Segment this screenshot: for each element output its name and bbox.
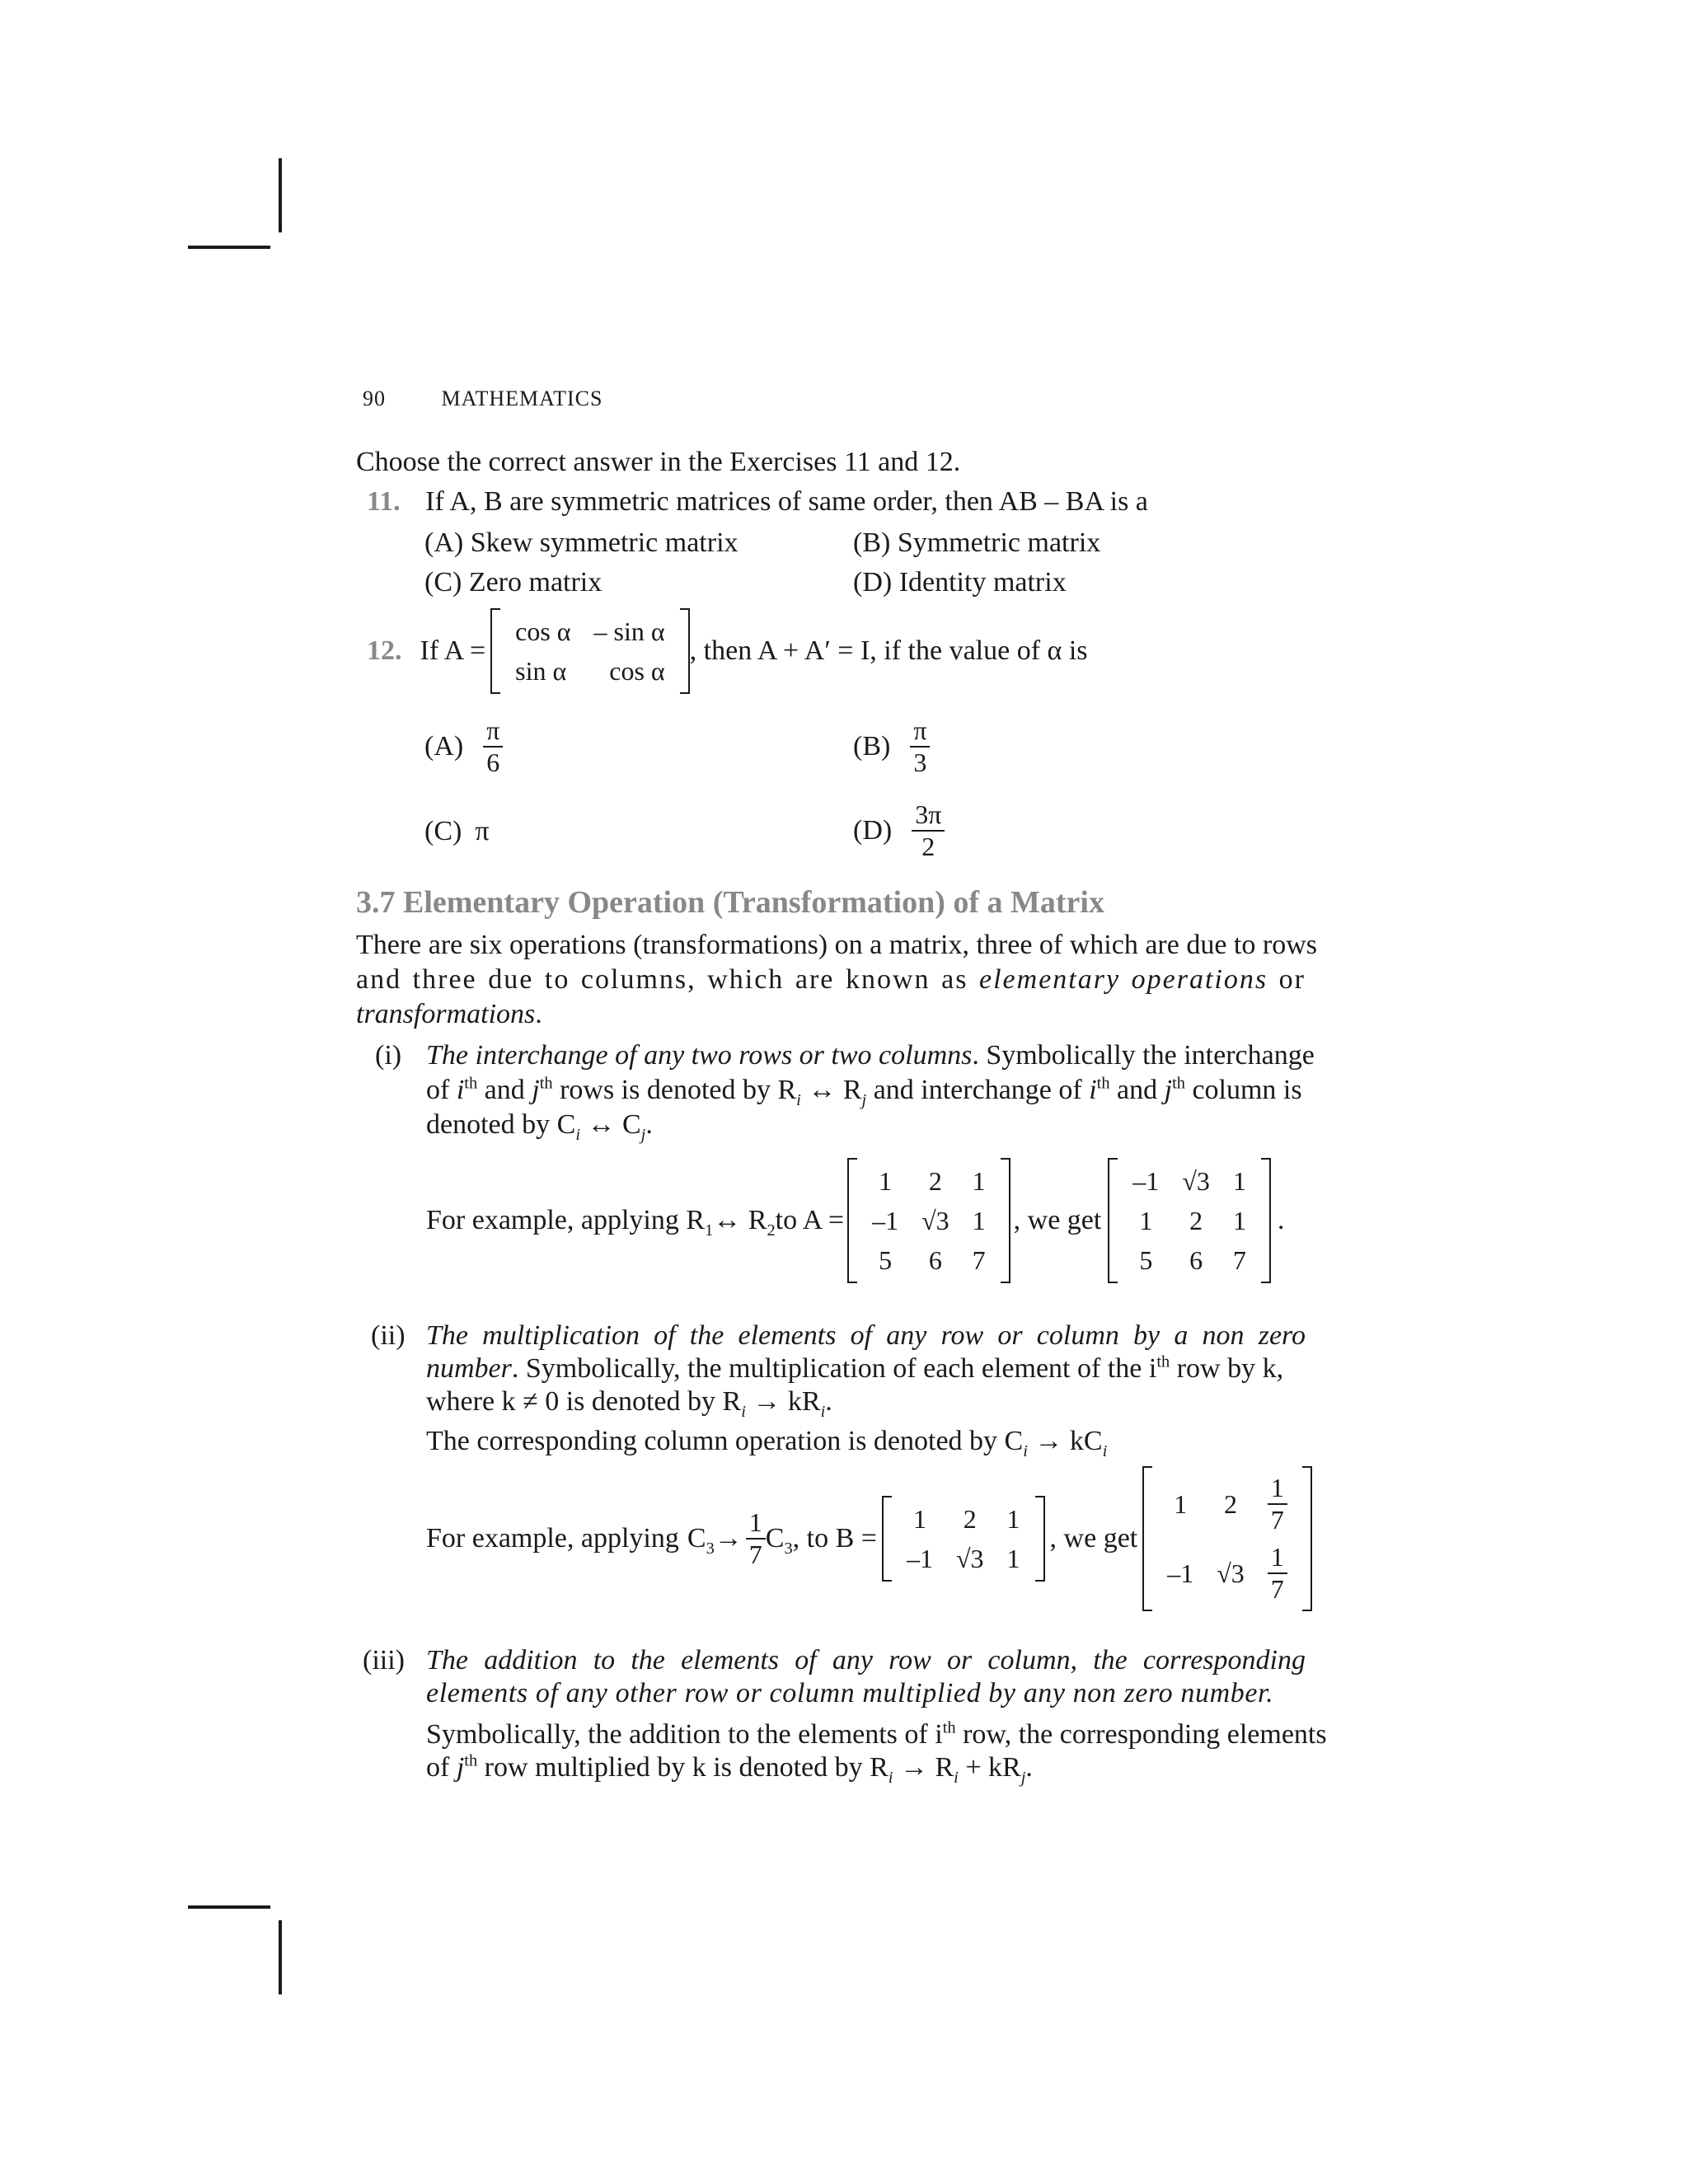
fraction bbox=[912, 799, 945, 862]
matrix-cell: cos α bbox=[609, 656, 665, 686]
text-run: denoted by C bbox=[426, 1109, 576, 1140]
text-run: column is bbox=[1184, 1075, 1302, 1105]
crop-mark-bottom-horizontal bbox=[188, 1905, 270, 1909]
text-run: and three due to columns, which are known as bbox=[356, 964, 980, 995]
matrix-b-example bbox=[882, 1496, 1045, 1582]
text-run: rows is denoted by R bbox=[552, 1075, 797, 1105]
text-run: ↔ R bbox=[800, 1075, 862, 1105]
question-prefix: If A = bbox=[420, 635, 486, 666]
matrix-cell: 1 bbox=[912, 1504, 926, 1534]
matrix-cell: – sin α bbox=[593, 616, 665, 646]
matrix-cell: √3 bbox=[1217, 1558, 1245, 1588]
subscript: j bbox=[861, 1090, 867, 1109]
denominator: 6 bbox=[486, 747, 500, 777]
text-run: . bbox=[1277, 1204, 1285, 1235]
option-label: (D) bbox=[853, 814, 893, 846]
matrix-cell: –1 bbox=[1167, 1558, 1194, 1588]
matrix-cell: 1 bbox=[972, 1206, 986, 1235]
italic-term: transformations bbox=[356, 999, 536, 1029]
crop-mark-top-vertical bbox=[279, 158, 282, 232]
item-ii-line-4 bbox=[426, 1424, 1107, 1462]
superscript: th bbox=[1172, 1074, 1185, 1093]
text-run: The corresponding column operation is denoted by C bbox=[426, 1426, 1024, 1456]
text-run: where k ≠ 0 is denoted by R bbox=[426, 1386, 742, 1417]
item-i-label: (i) bbox=[375, 1040, 402, 1071]
italic-term: elementary operations bbox=[979, 964, 1268, 995]
italic-text: number bbox=[426, 1353, 512, 1384]
section-title: 3.7 Elementary Operation (Transformation) of a Matrix bbox=[356, 885, 1104, 920]
crop-mark-bottom-vertical bbox=[279, 1920, 282, 1994]
section-paragraph-line-3 bbox=[356, 997, 542, 1033]
matrix-cell: –1 bbox=[906, 1544, 933, 1573]
text-run: row, the corresponding elements bbox=[955, 1719, 1327, 1750]
matrix-cell: √3 bbox=[1182, 1166, 1210, 1196]
subscript: i bbox=[1023, 1441, 1028, 1460]
text-run: , we get bbox=[1049, 1522, 1138, 1554]
item-ii-label: (ii) bbox=[371, 1320, 406, 1351]
matrix-cell: 2 bbox=[1224, 1489, 1238, 1520]
text-run: ↔ C bbox=[579, 1109, 641, 1140]
fraction bbox=[483, 715, 503, 778]
text-run: → bbox=[714, 1522, 743, 1554]
text-run: C bbox=[687, 1522, 706, 1554]
question-11 bbox=[367, 485, 1148, 520]
item-ii-line-3 bbox=[426, 1385, 832, 1422]
item-ii-line-2 bbox=[426, 1352, 1283, 1387]
page-header bbox=[363, 386, 603, 413]
superscript: th bbox=[1096, 1074, 1110, 1093]
denominator: 2 bbox=[921, 831, 935, 861]
matrix-cell: 1 bbox=[1139, 1206, 1153, 1235]
numerator: π bbox=[910, 715, 930, 748]
question-number: 11. bbox=[367, 486, 401, 517]
matrix-cell: –1 bbox=[872, 1206, 899, 1235]
question-number: 12. bbox=[367, 635, 402, 666]
matrix-cell-fraction bbox=[1256, 1469, 1299, 1539]
subscript: 1 bbox=[705, 1221, 714, 1240]
matrix-cell: 2 bbox=[1189, 1206, 1203, 1235]
subscript: i bbox=[888, 1768, 893, 1787]
matrix-cell: √3 bbox=[955, 1544, 984, 1573]
text-run: row by k, bbox=[1170, 1353, 1284, 1384]
matrix-cell: 5 bbox=[1139, 1245, 1153, 1275]
italic-text: elements of any other row or column multiplied by any non zero number. bbox=[426, 1678, 1274, 1708]
text-run: Symbolically, the addition to the elements of i bbox=[426, 1719, 943, 1750]
text-run: to A = bbox=[775, 1204, 845, 1235]
item-iii-line-4: of $j^{th}$ row multiplied by k is denoted by $R_i \to R_i + kR_j$. bbox=[426, 1751, 1033, 1787]
item-i-line-3 bbox=[426, 1108, 653, 1146]
item-iii-line-1 bbox=[426, 1643, 1306, 1679]
text-run: , we get bbox=[1013, 1204, 1102, 1235]
italic-text: The multiplication of the elements of any row or column by a non zero bbox=[426, 1320, 1306, 1351]
item-ii-line-1 bbox=[426, 1319, 1306, 1354]
matrix-cell: cos α bbox=[515, 616, 571, 646]
matrix-cell: 2 bbox=[928, 1166, 942, 1196]
matrix-cell: 2 bbox=[963, 1504, 977, 1534]
q11-option-b: (B) Symmetric matrix bbox=[853, 527, 1101, 558]
italic-text: The interchange of any two rows or two columns bbox=[426, 1040, 973, 1071]
text-run: . bbox=[645, 1109, 653, 1140]
option-label: (A) bbox=[424, 730, 464, 762]
numerator: π bbox=[483, 715, 503, 748]
q12-option-d bbox=[853, 799, 945, 862]
denominator: 7 bbox=[1270, 1505, 1284, 1535]
superscript: th bbox=[539, 1074, 553, 1093]
matrix-cell: 1 bbox=[879, 1166, 893, 1196]
subscript: j bbox=[1020, 1768, 1026, 1787]
item-ii-example bbox=[426, 1469, 1312, 1609]
matrix-cell: –1 bbox=[1132, 1166, 1160, 1196]
page-number: 90 bbox=[363, 387, 386, 410]
subscript: i bbox=[1102, 1441, 1108, 1460]
matrix-cell: √3 bbox=[921, 1206, 950, 1235]
numerator: 1 bbox=[746, 1507, 766, 1540]
item-i-line-1 bbox=[426, 1038, 1315, 1074]
subscript: 3 bbox=[784, 1539, 793, 1558]
matrix-result-example bbox=[1108, 1158, 1271, 1283]
matrix-cell-fraction bbox=[1256, 1539, 1299, 1608]
text-run: ↔ R bbox=[713, 1204, 767, 1235]
text-run: C bbox=[765, 1522, 785, 1554]
superscript: th bbox=[464, 1751, 478, 1770]
text-run: → kR bbox=[745, 1386, 821, 1417]
matrix-cell: 1 bbox=[972, 1166, 986, 1196]
numerator: 3π bbox=[912, 799, 945, 832]
crop-mark-top-horizontal bbox=[188, 246, 270, 249]
q12-option-a bbox=[424, 715, 503, 778]
subscript: j bbox=[640, 1125, 646, 1144]
q11-option-c: (C) Zero matrix bbox=[424, 567, 603, 598]
matrix-a-example bbox=[847, 1158, 1010, 1283]
text-run: . Symbolically the interchange bbox=[972, 1040, 1315, 1071]
matrix-cell: 7 bbox=[1232, 1245, 1246, 1275]
superscript: th bbox=[1156, 1352, 1170, 1371]
item-iii-label: (iii) bbox=[363, 1645, 405, 1675]
text-run: For example, applying R bbox=[426, 1204, 706, 1235]
matrix-result-b bbox=[1142, 1466, 1312, 1610]
q11-option-a: (A) Skew symmetric matrix bbox=[424, 527, 738, 558]
matrix-cell: 7 bbox=[972, 1245, 986, 1275]
item-i-example bbox=[426, 1154, 1284, 1287]
q12-option-c bbox=[424, 814, 490, 850]
running-title: MATHEMATICS bbox=[441, 387, 603, 410]
matrix-cell: 6 bbox=[928, 1245, 942, 1275]
text-run: . bbox=[1025, 1752, 1033, 1783]
subscript: 3 bbox=[706, 1539, 715, 1558]
subscript: i bbox=[741, 1402, 746, 1421]
section-paragraph-line-1: There are six operations (transformations) on a matrix, three of which are due to rows bbox=[356, 930, 1317, 960]
subscript: i bbox=[820, 1402, 826, 1421]
matrix-cell: 5 bbox=[879, 1245, 893, 1275]
italic-text: The addition to the elements of any row or column, the corresponding bbox=[426, 1645, 1306, 1675]
fraction bbox=[910, 715, 930, 778]
text-run: . Symbolically, the multiplication of each element of the i bbox=[511, 1353, 1157, 1384]
matrix-cell: 1 bbox=[1174, 1489, 1188, 1520]
text-run: row multiplied by k is denoted by R bbox=[477, 1752, 889, 1783]
matrix-cell: 1 bbox=[1006, 1544, 1020, 1573]
subscript: 2 bbox=[767, 1221, 776, 1240]
text-run: or bbox=[1268, 964, 1306, 995]
section-paragraph-line-2 bbox=[356, 963, 1306, 998]
text-run: For example, applying bbox=[426, 1522, 679, 1554]
option-label: (C) bbox=[424, 816, 462, 846]
q11-option-d: (D) Identity matrix bbox=[853, 567, 1067, 598]
text-run: . bbox=[825, 1386, 832, 1417]
text-run: → kC bbox=[1027, 1426, 1103, 1456]
subscript: i bbox=[575, 1125, 580, 1144]
numerator: 1 bbox=[1268, 1473, 1287, 1505]
subscript: i bbox=[796, 1090, 801, 1109]
numerator: 1 bbox=[1268, 1542, 1287, 1574]
q12-option-b bbox=[853, 715, 930, 778]
denominator: 7 bbox=[748, 1540, 762, 1569]
matrix-cell: 1 bbox=[1232, 1206, 1246, 1235]
matrix-a bbox=[490, 608, 690, 694]
subscript: i bbox=[954, 1768, 959, 1787]
question-text: If A, B are symmetric matrices of same order, then AB – BA is a bbox=[425, 486, 1148, 517]
text-run: → R bbox=[893, 1752, 954, 1783]
superscript: th bbox=[942, 1718, 956, 1737]
denominator: 7 bbox=[1270, 1573, 1284, 1604]
question-12 bbox=[367, 610, 1088, 692]
item-iii-line-2 bbox=[426, 1676, 1273, 1712]
matrix-cell: 1 bbox=[1232, 1166, 1246, 1196]
superscript: th bbox=[464, 1074, 478, 1093]
option-value: π bbox=[475, 816, 490, 846]
matrix-cell: 1 bbox=[1006, 1504, 1020, 1534]
matrix-cell: 6 bbox=[1189, 1245, 1203, 1275]
option-label: (B) bbox=[853, 730, 891, 762]
item-i-line-2: of $i^{th}$ and $j^{th}$ rows is denoted by $R_i$ ↔ $R_j$ and interchange of $i^{th}$ and $j^{th}$ column is bbox=[426, 1074, 1302, 1109]
denominator: 3 bbox=[913, 747, 927, 777]
matrix-cell: sin α bbox=[515, 656, 567, 686]
item-iii-line-3 bbox=[426, 1718, 1327, 1753]
exercise-intro: Choose the correct answer in the Exercises 11 and 12. bbox=[356, 447, 961, 477]
fraction bbox=[746, 1507, 766, 1570]
text-run: + kR bbox=[958, 1752, 1021, 1783]
question-suffix: , then A + A′ = I, if the value of α is bbox=[689, 635, 1088, 666]
text-run: . bbox=[535, 999, 542, 1029]
text-run: , to B = bbox=[792, 1522, 877, 1554]
